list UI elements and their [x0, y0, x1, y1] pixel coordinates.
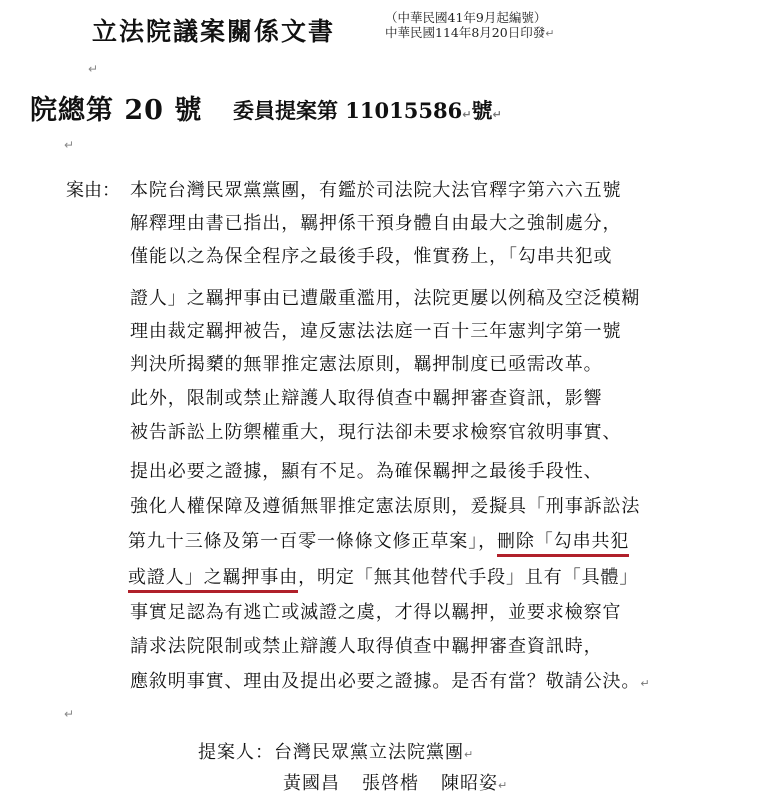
return-mark-icon: ↵ — [498, 779, 509, 792]
paragraph-mark-icon: ↵ — [64, 707, 75, 721]
case-line — [128, 563, 638, 589]
underlined-deletion-text: 刪除「勾串共犯 — [497, 531, 629, 557]
case-line: 被告訴訟上防禦權重大，現行法卻未要求檢察官敘明事實、 — [130, 422, 622, 443]
case-label: 案由： — [66, 180, 120, 201]
case-line — [128, 527, 629, 553]
edit-note — [385, 10, 554, 41]
proposal-number: 委員提案第 11015586↵號↵ — [233, 98, 502, 123]
signatory-name: 陳昭姿 — [441, 773, 498, 794]
paragraph-mark-icon: ↵ — [64, 138, 75, 152]
document-title: 立法院議案關係文書 — [92, 17, 336, 46]
case-line-text: ，明定「無其他替代手段」且有「具體」 — [298, 567, 639, 588]
document-number: 院總第 20 號 — [30, 95, 203, 126]
signatory-name: 張啓楷 — [362, 773, 419, 794]
numbering-note: （中華民國41年9月起編號） — [385, 10, 547, 25]
print-date: 中華民國114年8月20日印發↵ — [385, 25, 555, 40]
case-line: 理由裁定羈押被告，違反憲法法庭一百十三年憲判字第一號 — [130, 321, 622, 342]
case-line: 請求法院限制或禁止辯護人取得偵查中羈押審查資訊時， — [130, 636, 603, 657]
case-line: 應敘明事實、理由及提出必要之證據。是否有當？敬請公決。↵ — [130, 671, 651, 692]
case-line: 解釋理由書已指出，羈押係干預身體自由最大之強制處分， — [130, 213, 622, 234]
return-mark-icon: ↵ — [545, 27, 555, 40]
proposer-line: 提案人：台灣民眾黨立法院黨團↵ — [198, 742, 475, 763]
return-mark-icon: ↵ — [462, 108, 472, 121]
case-line: 本院台灣民眾黨黨團，有鑑於司法院大法官釋字第六六五號 — [130, 180, 622, 201]
case-line: 僅能以之為保全程序之最後手段，惟實務上，「勾串共犯或 — [130, 246, 613, 267]
case-line: 證人」之羈押事由已遭嚴重濫用，法院更屢以例稿及空泛模糊 — [130, 288, 641, 309]
case-line: 此外，限制或禁止辯護人取得偵查中羈押審查資訊，影響 — [130, 388, 603, 409]
case-line: 事實足認為有逃亡或滅證之虞，才得以羈押，並要求檢察官 — [130, 602, 622, 623]
signatory-names — [283, 769, 508, 795]
signatory-name: 黃國昌 — [283, 773, 340, 794]
underlined-deletion-text: 或證人」之羈押事由 — [128, 567, 298, 593]
case-line: 提出必要之證據，顯有不足。為確保羈押之最後手段性、 — [130, 461, 603, 482]
paragraph-mark-icon: ↵ — [88, 62, 99, 76]
return-mark-icon: ↵ — [492, 108, 502, 121]
case-line: 判決所揭櫫的無罪推定憲法原則，羈押制度已亟需改革。 — [130, 354, 603, 375]
case-line: 強化人權保障及遵循無罪推定憲法原則，爰擬具「刑事訴訟法 — [130, 496, 641, 517]
case-line-text: 第九十三條及第一百零一條條文修正草案」， — [128, 531, 497, 552]
return-mark-icon: ↵ — [640, 677, 651, 690]
return-mark-icon: ↵ — [464, 748, 475, 761]
